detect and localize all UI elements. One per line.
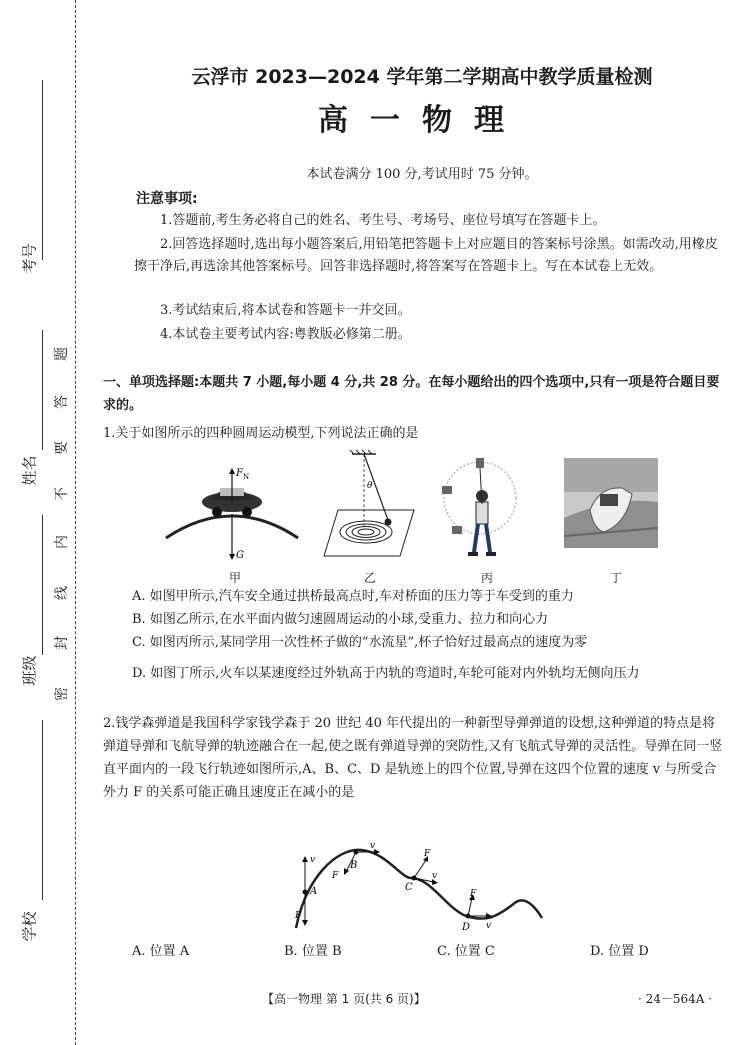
normal-force-symbol: F [236,468,243,479]
point-b-label: B [350,860,358,871]
velocity-symbol: v [486,921,492,931]
note-item: 2.回答选择题时,选出每小题答案后,用铅笔把答题卡上对应题目的答案标号涂黑。如需改动,用橡皮擦干净后,再选涂其他答案标号。回答非选择题时,将答案写在答题卡上。写在本试卷上无效。 [134,237,718,274]
q2-option-b[interactable]: B. 位置 B [284,944,342,959]
velocity-symbol: v [432,871,438,881]
seal-char: 封 [54,636,70,650]
seal-char: 线 [54,586,70,600]
gravity-symbol: G [236,550,244,561]
point-d-label: D [462,922,471,933]
q2-option-a[interactable]: A. 位置 A [132,944,190,959]
class-blank [42,515,43,655]
question-2-stem: 2.钱学森弹道是我国科学家钱学森于 20 世纪 40 年代提出的一种新型导弹弹道的设想,这种弹道的特点是将弹道导弹和飞航导弹的轨迹融合在一起,使之既有弹道导弹的突防性,又有飞航式导弹的灵活性。导弹在同一竖直平面内的一段飞行轨迹如图所示,A、B、C、D 是轨迹上的四个位置,导弹在这四个位置的速度 v 与所受合外力 F 的关系可能正确且速度正在减小的是 [103,716,723,800]
exam-no-blank [42,80,43,260]
figure-trajectory [286,838,556,934]
exam-meta: 本试卷满分 100 分,考试用时 75 分钟。 [306,167,538,182]
figure-label: 甲 [229,571,242,585]
school-blank [42,720,43,900]
force-symbol: F [470,889,477,899]
velocity-symbol: v [370,841,376,851]
seal-char: 要 [54,441,70,455]
exam-subject: 高一物理 [318,103,526,138]
figure-label: 丙 [481,571,494,585]
figure-yi-conical-pendulum [318,448,418,568]
section-heading: 一、单项选择题:本题共 7 小题,每小题 4 分,共 28 分。在每小题给出的四个选项中,只有一项是符合题目要求的。 [103,375,720,413]
figure-label: 乙 [364,571,377,585]
figure-bing-water-meteor [436,452,524,568]
seal-char: 不 [54,487,70,501]
q2-option-d[interactable]: D. 位置 D [590,944,649,959]
q1-option-a[interactable]: A. 如图甲所示,汽车安全通过拱桥最高点时,车对桥面的压力等于车受到的重力 [132,589,574,604]
seal-char: 密 [54,687,70,701]
q1-option-d[interactable]: D. 如图丁所示,火车以某速度经过外轨高于内轨的弯道时,车轮可能对内外轨均无侧向压力 [132,666,640,681]
note-item: 4.本试卷主要考试内容:粤教版必修第二册。 [160,327,411,342]
point-c-label: C [405,882,413,893]
footer-page-info: 【高一物理 第 1 页(共 6 页)】 [262,992,426,1006]
figure-label: 丁 [610,571,623,585]
point-a-label: A [310,886,318,897]
figure-jia-car-on-bridge [162,458,302,570]
figure-ding-train-photo [564,458,658,548]
name-blank [42,330,43,450]
class-label: 班级 [20,655,39,686]
note-item: 1.答题前,考生务必将自己的姓名、考生号、考场号、座位号填写在答题卡上。 [160,213,606,228]
q1-option-b[interactable]: B. 如图乙所示,在水平面内做匀速圆周运动的小球,受重力、拉力和向心力 [132,612,549,627]
seal-char: 题 [54,347,70,361]
normal-force-subscript: N [243,473,250,481]
force-symbol: F [424,849,431,859]
footer-code: · 24－564A · [638,992,713,1006]
binding-dashed-line [75,0,76,1045]
seal-char: 内 [54,535,70,549]
notes-title: 注意事项: [136,191,198,207]
velocity-symbol: v [310,855,316,865]
question-1-stem: 1.关于如图所示的四种圆周运动模型,下列说法正确的是 [103,426,419,441]
binding-strip [0,0,95,1045]
q2-option-c[interactable]: C. 位置 C [437,944,495,959]
name-label: 姓名 [20,455,39,486]
force-symbol: F [295,911,302,921]
note-item: 3.考试结束后,将本试卷和答题卡一并交回。 [160,303,411,318]
exam-title: 云浮市 2023—2024 学年第二学期高中教学质量检测 [191,66,653,88]
seal-char: 答 [54,395,70,409]
school-label: 学校 [20,911,39,942]
theta-symbol: θ [367,481,373,491]
q1-option-c[interactable]: C. 如图丙所示,某同学用一次性杯子做的“水流星”,杯子恰好过最高点的速度为零 [132,635,588,650]
exam-no-label: 考号 [20,243,39,274]
force-symbol: F [332,871,339,881]
